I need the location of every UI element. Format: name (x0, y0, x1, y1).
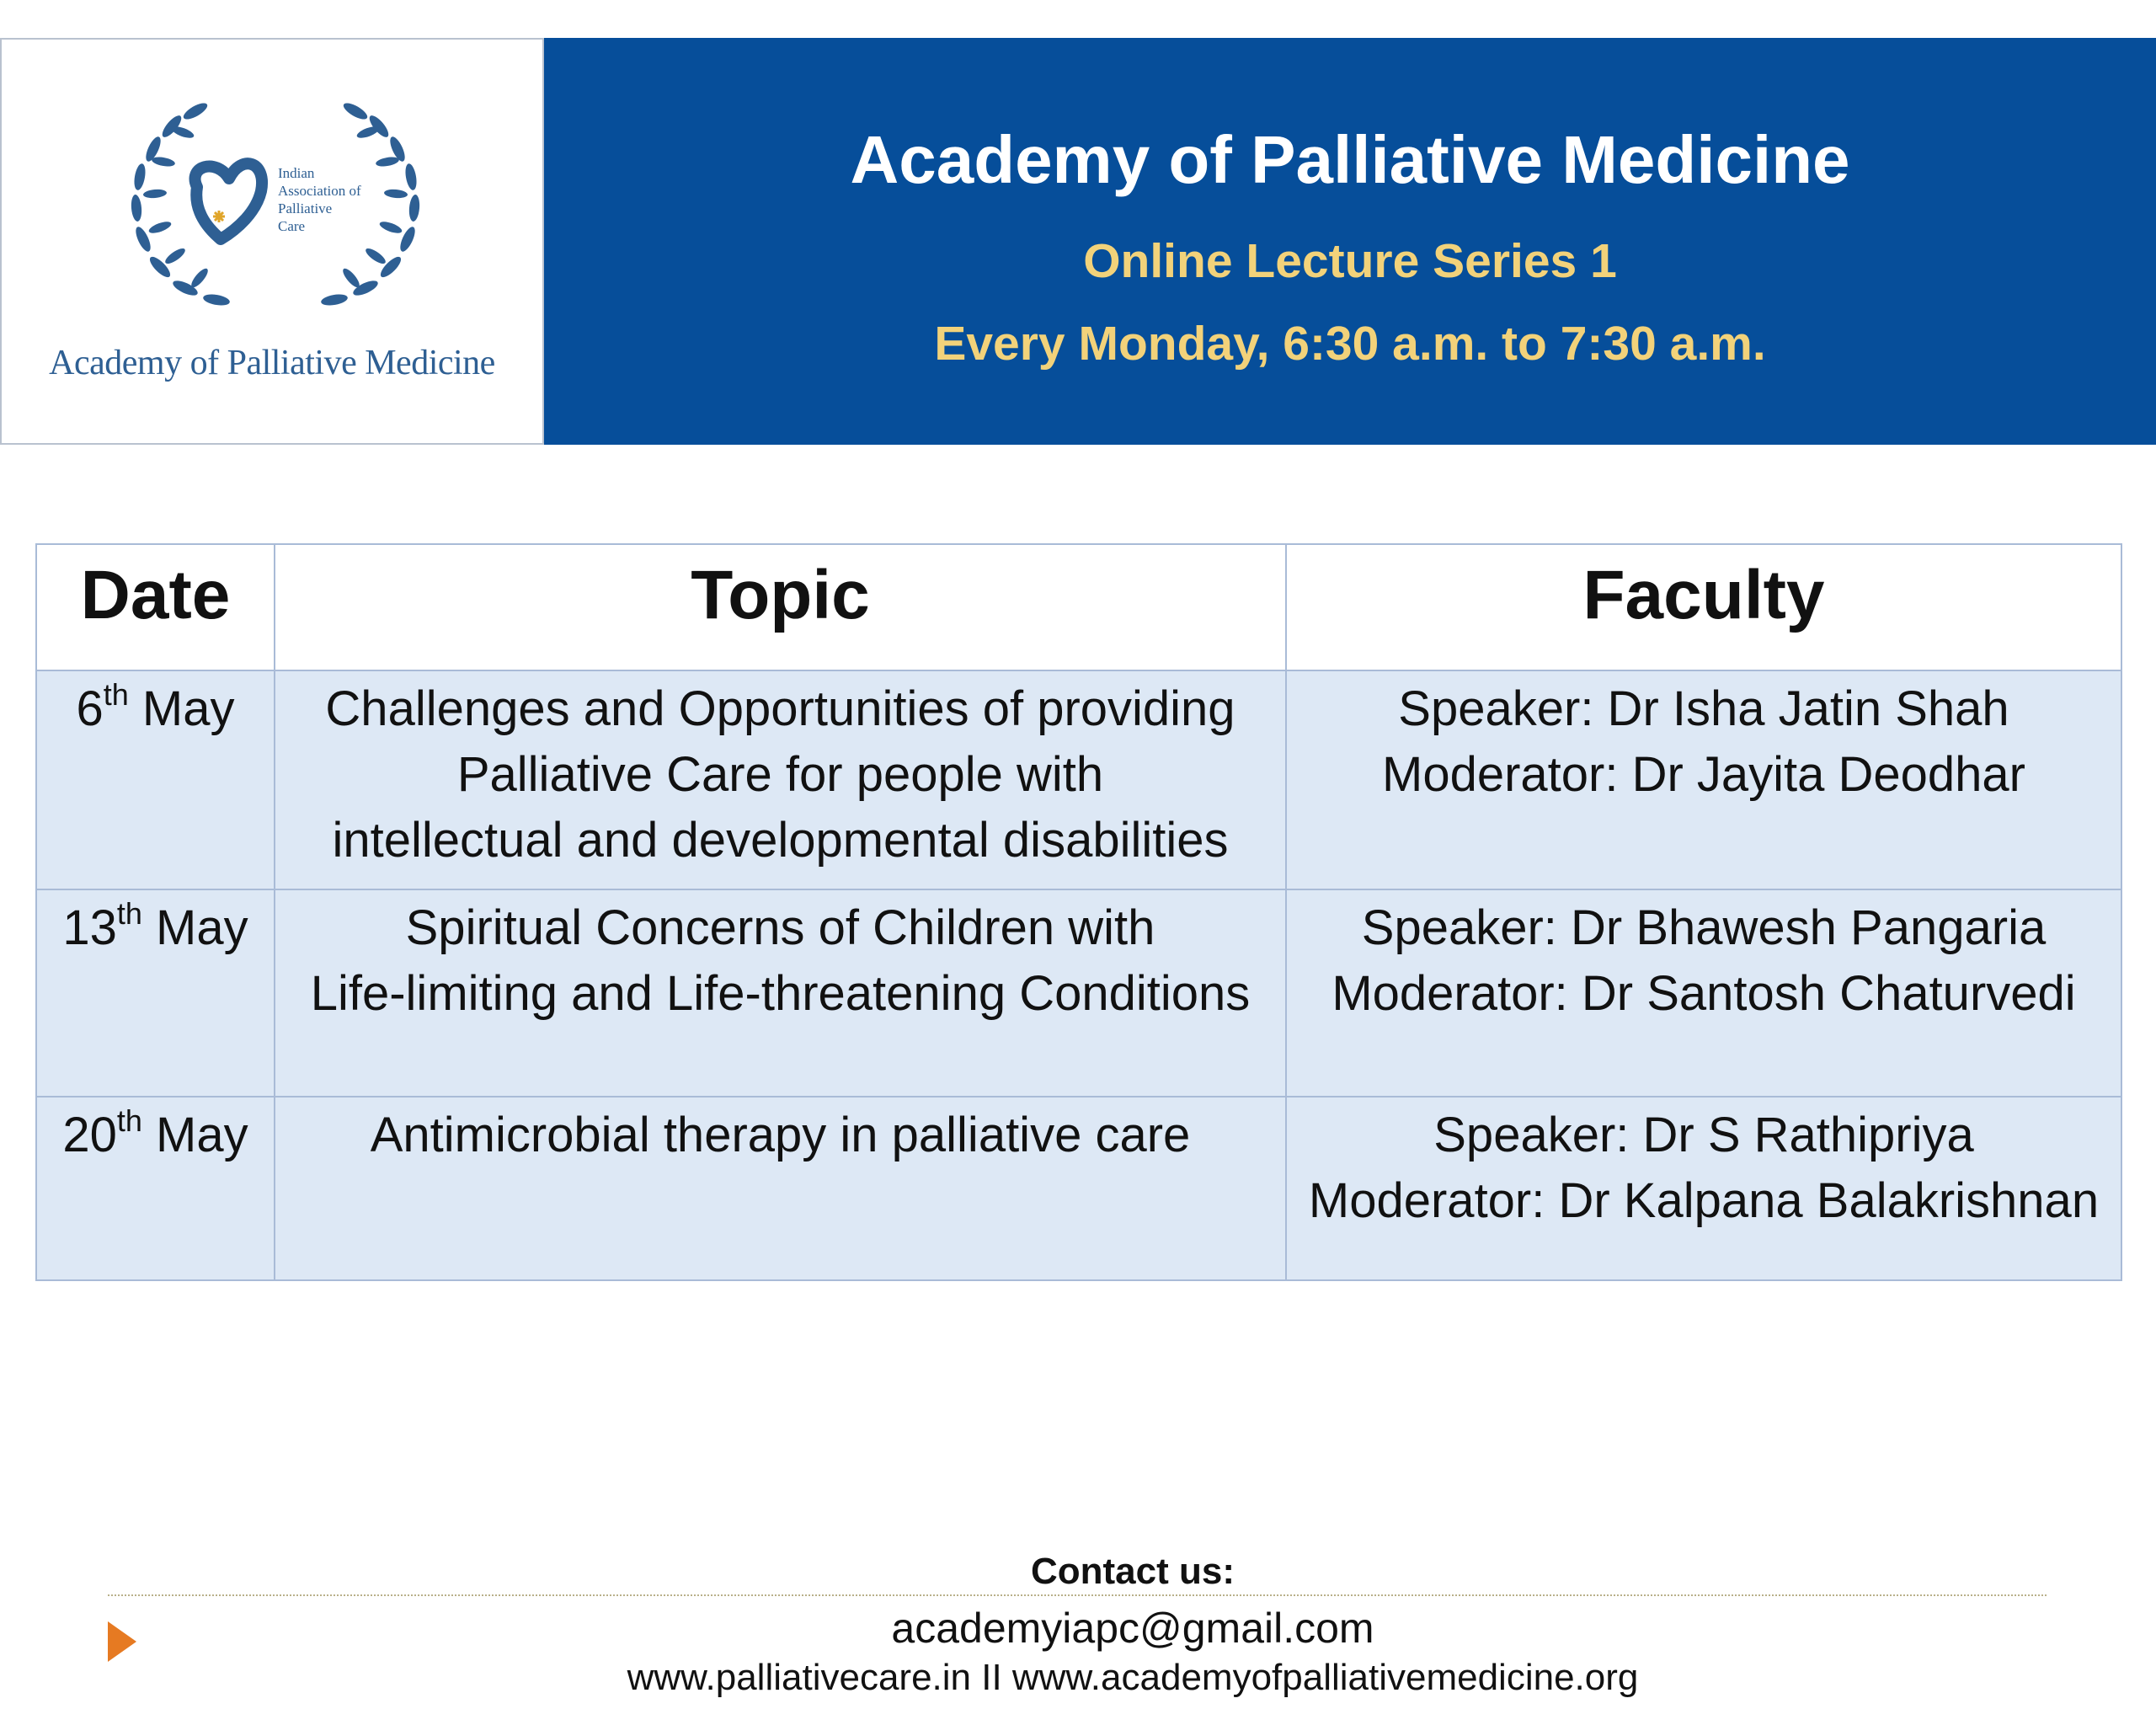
topic-line: Spiritual Concerns of Children with (405, 900, 1155, 955)
laurel-wreath-logo-icon (103, 86, 448, 364)
logo-panel (0, 38, 544, 445)
topic-cell (275, 670, 1286, 889)
faculty-cell (1286, 670, 2121, 889)
topic-line: Palliative Care for people with (456, 747, 1104, 802)
page-title: Academy of Palliative Medicine (850, 122, 1850, 197)
topic-line: Challenges and Opportunities of providing (325, 681, 1235, 736)
header-banner (544, 38, 2156, 445)
speaker-text: Speaker: Dr Isha Jatin Shah (1398, 681, 2009, 736)
date-month: May (156, 900, 248, 955)
logo-text-line: Indian (278, 165, 315, 181)
topic-line: Antimicrobial therapy in palliative care (370, 1108, 1191, 1162)
date-cell (36, 1097, 275, 1280)
table-row (36, 889, 2121, 1097)
logo-text-line: Palliative (278, 200, 333, 216)
logo-emblem-text (278, 164, 361, 235)
topic-line: Life-limiting and Life-threatening Conditions (310, 966, 1251, 1021)
date-month: May (156, 1108, 248, 1162)
series-subtitle: Online Lecture Series 1 (1083, 234, 1617, 288)
schedule-line: Every Monday, 6:30 a.m. to 7:30 a.m. (934, 317, 1766, 371)
topic-line: intellectual and developmental disabilities (332, 813, 1229, 868)
header-topic: Topic (275, 544, 1286, 670)
date-suffix: th (103, 677, 129, 712)
date-month: May (141, 681, 235, 736)
topic-cell (275, 1097, 1286, 1280)
moderator-text: Moderator: Dr Kalpana Balakrishnan (1308, 1173, 2100, 1228)
header-date: Date (36, 544, 275, 670)
date-day: 6 (76, 681, 104, 736)
logo-text-line: Association of (278, 183, 361, 199)
footer-divider (108, 1594, 2047, 1596)
date-cell (36, 670, 275, 889)
date-day: 13 (62, 900, 117, 955)
table-row (36, 1097, 2121, 1280)
header-faculty: Faculty (1286, 544, 2121, 670)
date-cell (36, 889, 275, 1097)
logo-text-line: Care (278, 218, 306, 234)
date-suffix: th (116, 896, 142, 931)
faculty-cell (1286, 1097, 2121, 1280)
date-suffix: th (116, 1103, 142, 1138)
logo-caption: Academy of Palliative Medicine (49, 344, 495, 382)
date-day: 20 (62, 1108, 117, 1162)
faculty-cell (1286, 889, 2121, 1097)
contact-email: academyiapc@gmail.com (891, 1605, 1374, 1652)
topic-cell (275, 889, 1286, 1097)
table-row (36, 670, 2121, 889)
speaker-text: Speaker: Dr S Rathipriya (1433, 1108, 1974, 1162)
moderator-text: Moderator: Dr Santosh Chaturvedi (1331, 966, 2076, 1021)
contact-label: Contact us: (1031, 1551, 1235, 1592)
contact-websites: www.palliativecare.in II www.academyofpalliativemedicine.org (627, 1657, 1639, 1698)
table-header-row (36, 544, 2121, 670)
speaker-text: Speaker: Dr Bhawesh Pangaria (1361, 900, 2047, 955)
schedule-table (35, 543, 2122, 1281)
moderator-text: Moderator: Dr Jayita Deodhar (1382, 747, 2025, 802)
